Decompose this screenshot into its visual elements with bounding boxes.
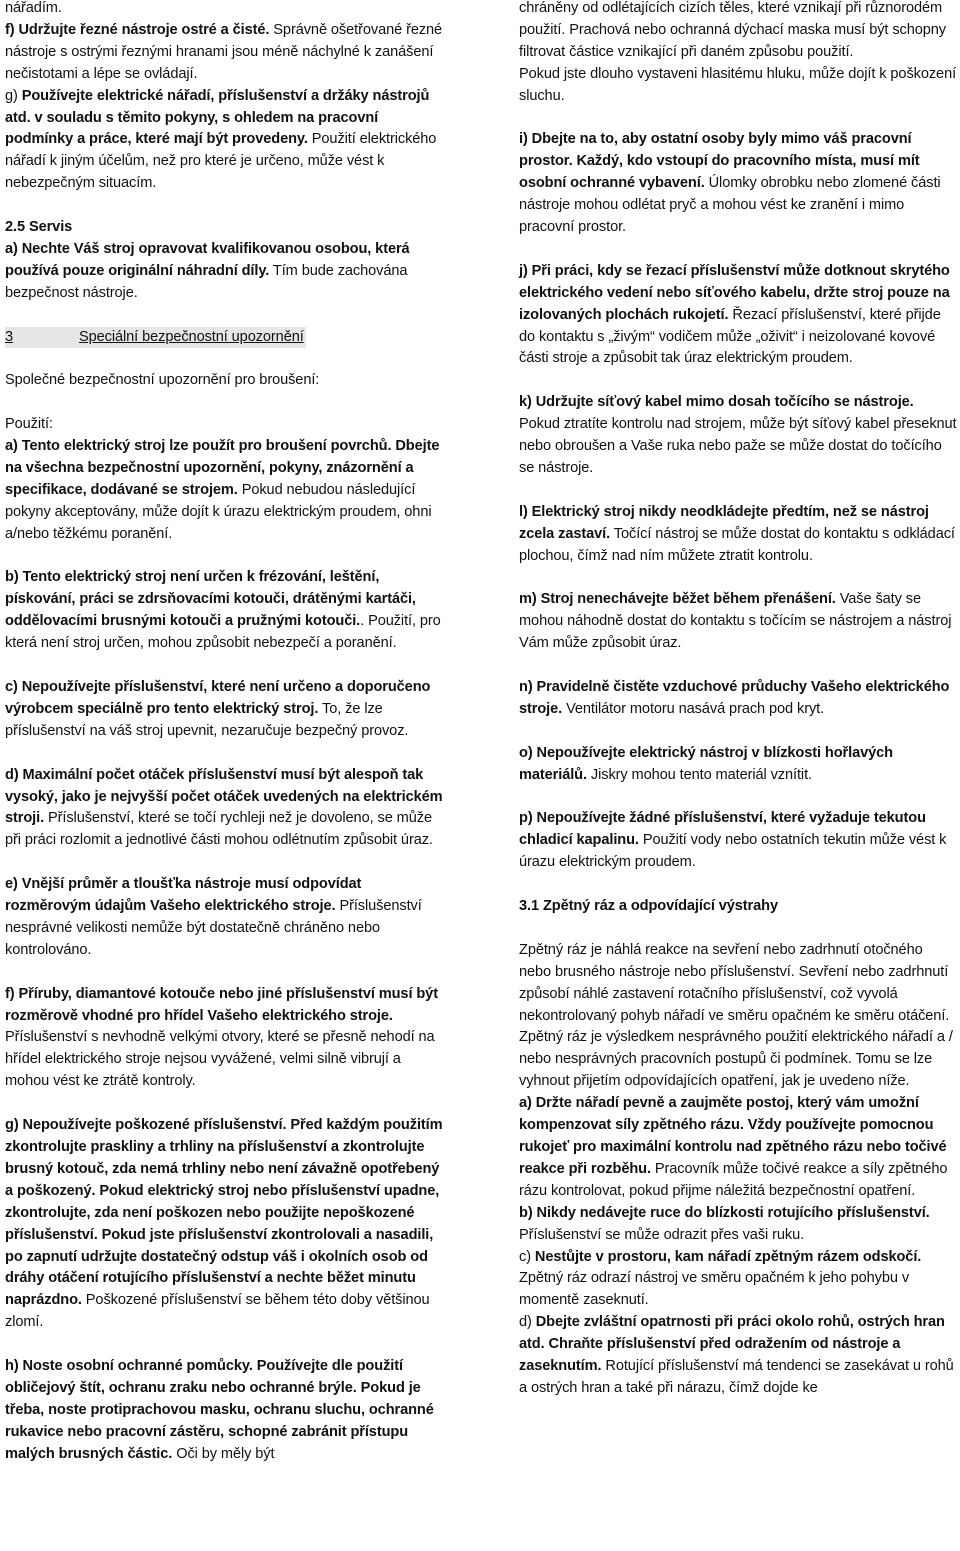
text: Tím bude zachována bezpečnost nástroje. (5, 262, 408, 301)
paragraph (5, 0, 445, 20)
paragraph-d (5, 765, 445, 853)
text-bold: m) Stroj nenechávejte běžet během přenášení. (519, 591, 836, 608)
paragraph-g2 (5, 1115, 445, 1334)
text: Zpětný ráz je výsledkem nesprávného použití elektrického nářadí a / nebo nesprávných pracovních postupů či podmínek. Tomu se lze vyhnout přijetím odpovídajících opatření, jak je uvedeno níže. (519, 1029, 953, 1090)
text: d) (519, 1314, 536, 1331)
text-bold: o) Nepoužívejte elektrický nástroj v blízkosti hořlavých materiálů. (519, 744, 893, 783)
text: To, že lze příslušenství na váš stroj upevnit, nezaručuje bezpečný provoz. (5, 700, 409, 739)
text-bold: a) Držte nářadí pevně a zaujměte postoj, který vám umožní kompenzovat síly zpětného rázu. Vždy používejte pomocnou rukojeť pro maximální kontrolu nad zpětného rázu nebo točivé reakce při rozběhu. (519, 1095, 947, 1177)
text: nářadím. (5, 0, 62, 16)
text: chráněny od odlétajících cizích těles, které vznikají při různorodém použití. Prachová nebo ochranná dýchací maska musí být schopny filtrovat částice vznikající při daném způsobu použití. (519, 0, 946, 60)
paragraph-j (519, 261, 957, 371)
text-bold: d) Maximální počet otáček příslušenství musí být alespoň tak vysoký, jako je nejvyšší počet otáček uvedených na elektrickém stroji. (5, 766, 443, 827)
paragraph-rb (519, 1203, 957, 1247)
paragraph-k (519, 392, 957, 480)
text: Společné bezpečnostní upozornění pro broušení: (5, 372, 320, 389)
text: Rotující příslušenství má tendenci se zasekávat u rohů a ostrých hran a také při nárazu, čímž dojde ke (519, 1358, 954, 1396)
text: Pokud nebudou následující pokyny akceptovány, může dojít k úrazu elektrickým proudem, ohni a/nebo těžkému poranění. (5, 481, 432, 542)
text: Použití: (5, 416, 53, 433)
text: Poškozené příslušenství se během této doby většinou zlomí. (5, 1292, 430, 1331)
text-bold: g) Nepoužívejte poškozené příslušenství. Před každým použitím zkontrolujte praskliny a trhliny na příslušenství a zkontrolujte brusný kotouč, zda nemá trhliny nebo není závažně opotřebený a poškozený. Pokud elektrický stroj nebo příslušenství upadne, zkontrolujte, zda není poškozen nebo použijte nepoškozené příslušenství. Pokud jste příslušenství zkontrolovali a nasadili, po zapnutí udržujte dostatečný odstup váš i okolních osob od dráhy otáčení rotujícího příslušenství a nechte běžet minutu naprázdno. (5, 1117, 443, 1309)
paragraph (519, 64, 957, 108)
text-bold: e) Vnější průměr a tloušťka nástroje musí odpovídat rozměrovým údajům Vašeho elektrického stroje. (5, 876, 362, 915)
text-bold: j) Při práci, kdy se řezací příslušenství může dotknout skrytého elektrického vedení nebo síťového kabelu, držte stroj pouze na izolovaných plochách rukojetí. (519, 262, 950, 323)
paragraph-c (5, 677, 445, 743)
subheading-common (5, 370, 445, 392)
text-bold: f) Příruby, diamantové kotouče nebo jiné příslušenství musí být rozměrově vhodné pro hřídel Vašeho elektrického stroje. (5, 985, 438, 1024)
text-bold: c) Nepoužívejte příslušenství, které není určeno a doporučeno výrobcem speciálně pro tento elektrický stroj. (5, 679, 431, 717)
text-bold: 2.5 Servis (5, 219, 73, 236)
text: Pracovník může točivé reakce a síly zpětného rázu kontrolovat, pokud přijme náležitá bezpečnostní opatření. (519, 1160, 948, 1199)
text: Použití vody nebo ostatních tekutin může vést k úrazu elektrickým proudem. (519, 832, 947, 871)
text: Řezací příslušenství, které přijde do kontaktu s „živým“ vodičem může „oživit“ i neizolované kovové části stroje a způsobit tak úraz elektrickým proudem. (519, 306, 941, 367)
paragraph-kickback-2 (519, 1027, 957, 1093)
text-bold: f) Udržujte řezné nástroje ostré a čisté. (5, 21, 270, 38)
paragraph-l (519, 502, 957, 568)
text-bold: b) Nikdy nedávejte ruce do blízkosti rotujícího příslušenství. (519, 1204, 930, 1221)
paragraph-f2 (5, 984, 445, 1094)
right-column (519, 0, 957, 1400)
text-bold: 3.1 Zpětný ráz a odpovídající výstrahy (519, 898, 778, 915)
text: Správně ošetřované řezné nástroje s ostrými řeznými hranami jsou méně náchylné k zanášení nečistotami a lépe se ovládají. (5, 21, 443, 82)
paragraph-o (519, 743, 957, 787)
text-bold: n) Pravidelně čistěte vzduchové průduchy Vašeho elektrického stroje. (519, 679, 950, 717)
heading-title: Speciální bezpečnostní upozornění (79, 328, 304, 345)
text: Příslušenství nesprávné velikosti nemůže být dostatečně chráněno nebo kontrolováno. (5, 898, 422, 958)
text-bold: p) Nepoužívejte žádné příslušenství, které vyžaduje tekutou chladicí kapalinu. (519, 810, 926, 849)
text-bold: l) Elektrický stroj nikdy neodkládejte předtím, než se nástroj zcela zastaví. (519, 503, 929, 542)
text: Příslušenství se může odrazit přes vaši ruku. (519, 1226, 805, 1243)
paragraph-p (519, 808, 957, 874)
section-title-kickback (519, 896, 957, 918)
text: Točící nástroj se může dostat do kontaktu s odkládací plochou, čímž nad ním můžete ztratit kontrolu. (519, 525, 955, 564)
text-bold: k) Udržujte síťový kabel mimo dosah točícího se nástroje. (519, 394, 914, 411)
paragraph-f (5, 20, 445, 86)
text-bold: Používejte elektrické nářadí, příslušenství a držáky nástrojů atd. v souladu s těmito pokyny, s ohledem na pracovní podmínky a práce, které mají být provedeny. (5, 87, 430, 148)
paragraph-h (5, 1356, 445, 1466)
paragraph-rd (519, 1312, 957, 1400)
paragraph-i (519, 129, 957, 239)
text-bold: h) Noste osobní ochranné pomůcky. Používejte dle použití obličejový štít, ochranu zraku nebo ochranné brýle. Pokud je třeba, noste protiprachovou masku, ochranu sluchu, ochranné rukavice nebo pracovní zástěru, schopné zabránit přístupu malých brusných částic. (5, 1358, 434, 1462)
text: Pokud jste dlouho vystaveni hlasitému hluku, může dojít k poškození sluchu. (519, 65, 957, 104)
text: Použití elektrického nářadí k jiným účelům, než pro které je určeno, může vést k nebezpečným situacím. (5, 131, 437, 192)
paragraph-b (5, 567, 445, 655)
section-title-servis (5, 217, 445, 239)
text: Jiskry mohou tento materiál vznítit. (586, 766, 812, 783)
paragraph-m (519, 589, 957, 655)
text-bold: Dbejte zvláštní opatrnosti při práci okolo rohů, ostrých hran atd. Chraňte příslušenství před odražením od nástroje a zaseknutím. (519, 1314, 945, 1375)
text-bold: Nestůjte v prostoru, kam nářadí zpětným rázem odskočí. (534, 1248, 922, 1265)
paragraph-a (5, 436, 445, 546)
paragraph-n (519, 677, 957, 721)
text: . Použití, pro která není stroj určen, mohou způsobit nebezpečí a poranění. (5, 613, 441, 652)
paragraph-e (5, 874, 445, 962)
text: c) (519, 1248, 535, 1265)
text: Vaše šaty se mohou náhodně dostat do kontaktu s točícím se nástrojem a nástroj Vám může způsobit úraz. (519, 591, 952, 652)
paragraph-g (5, 86, 445, 196)
text: Příslušenství s nevhodně velkými otvory, které se přesně nehodí na hřídel elektrického stroje nejsou vyvážené, velmi silně vibrují a mohou vést ke ztrátě kontroly. (5, 1029, 435, 1090)
text: Pokud ztratíte kontrolu nad strojem, může být síťový kabel přeseknut nebo obroušen a Vaše ruka nebo paže se může dostat do točícího se nástroje. (519, 416, 957, 476)
subheading-use (5, 414, 445, 436)
text-bold: i) Dbejte na to, aby ostatní osoby byly mimo váš pracovní prostor. Každý, kdo vstoupí do pracovního místa, musí mít osobní ochranné vybavení. (519, 131, 920, 192)
text: Zpětný ráz je náhlá reakce na sevření nebo zadrhnutí otočného nebo brusného nástroje nebo příslušenství. Sevření nebo zadrhnutí způsobí náhlé zastavení rotačního příslušenství, což vyvolá nekontrolovaný pohyb nářadí ve směru opačném ke směru otáčení. (519, 941, 950, 1024)
text: Oči by měly být (172, 1445, 275, 1462)
text-bold: b) Tento elektrický stroj není určen k frézování, leštění, pískování, práci se zdrsňovacími kotouči, drátěnými kartáči, oddělovacími brusnými kotouči a pružnými kotouči. (5, 569, 416, 630)
paragraph-kickback-1 (519, 940, 957, 1028)
heading-number: 3 (5, 328, 14, 345)
text-bold: a) Tento elektrický stroj lze použít pro broušení povrchů. Dbejte na všechna bezpečnostní upozornění, pokyny, znázornění a specifikace, dodávané se strojem. (5, 438, 440, 498)
text: g) (5, 87, 22, 104)
paragraph-rc (519, 1247, 957, 1313)
text: Ventilátor motoru nasává prach pod kryt. (562, 700, 825, 717)
left-column (5, 0, 445, 1466)
paragraph-ra (519, 1093, 957, 1203)
section-heading-3 (5, 327, 445, 349)
paragraph-servis-a (5, 239, 445, 305)
paragraph (519, 0, 957, 64)
text: Úlomky obrobku nebo zlomené části nástroje mohou odlétat pryč a mohou vést ke zranění i mimo pracovní prostor. (519, 175, 941, 236)
text: Zpětný ráz odrazí nástroj ve směru opačném k jeho pohybu v momentě zaseknutí. (519, 1270, 910, 1309)
heading-box (5, 327, 306, 349)
text: Příslušenství, které se točí rychleji než je dovoleno, se může při práci rozlomit a jednotlivé části mohou odlétnutím způsobit úraz. (5, 810, 433, 849)
text-bold: a) Nechte Váš stroj opravovat kvalifikovanou osobou, která používá pouze originální náhradní díly. (5, 240, 410, 279)
